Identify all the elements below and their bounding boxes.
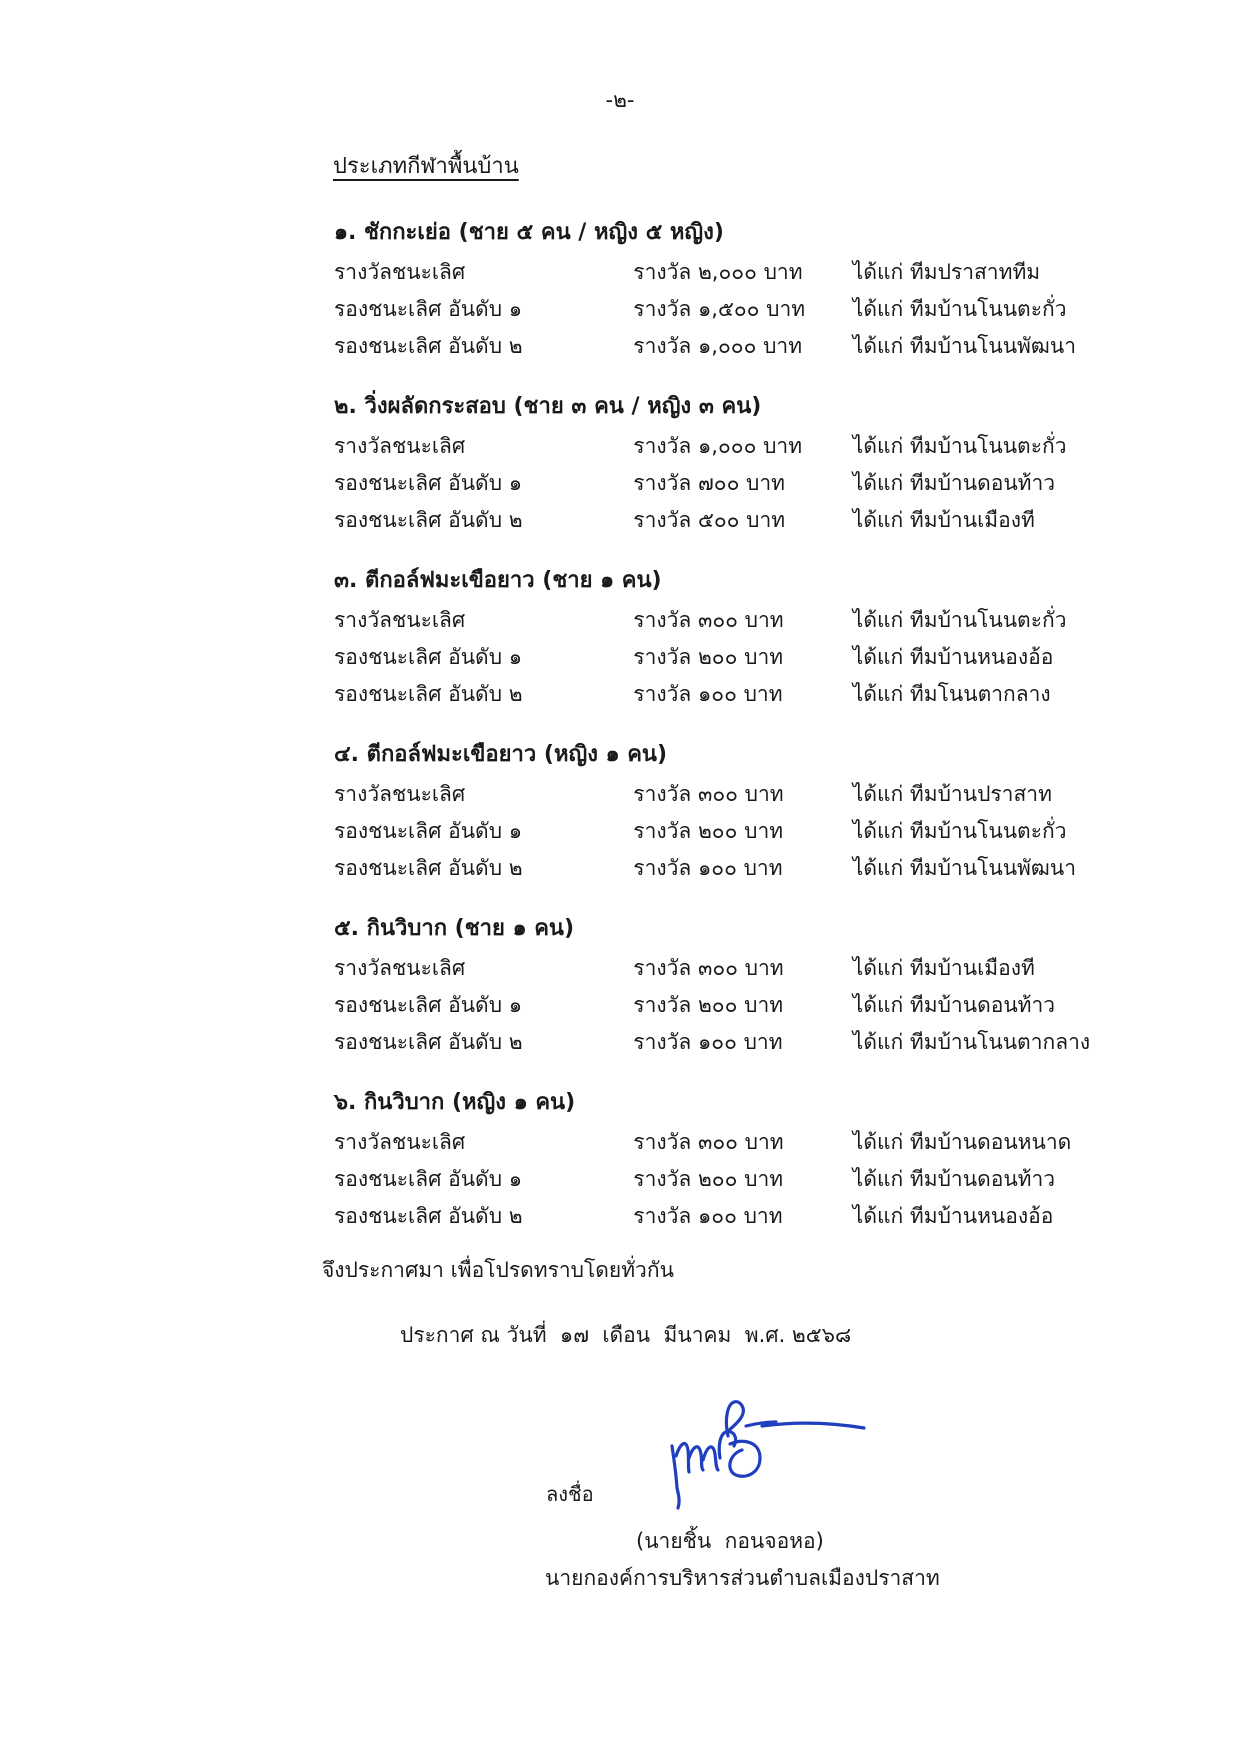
event-title: ๓. ตีกอล์ฟมะเขือยาว (ชาย ๑ คน)	[334, 568, 662, 593]
prize-row	[322, 813, 1182, 850]
event-block	[322, 560, 1182, 713]
prize-rank: รองชนะเลิศ อันดับ ๒	[334, 508, 523, 532]
event-block	[322, 386, 1182, 539]
prize-row	[322, 676, 1182, 713]
prize-amount: รางวัล ๒๐๐ บาท	[633, 645, 784, 669]
prize-rank: รองชนะเลิศ อันดับ ๒	[334, 856, 523, 880]
prize-row	[322, 291, 1182, 328]
prize-row	[322, 328, 1182, 365]
prize-winner: ได้แก่ ทีมบ้านหนองอ้อ	[852, 1204, 1054, 1228]
sign-label: ลงชื่อ	[546, 1482, 594, 1506]
prize-winner: ได้แก่ ทีมบ้านโนนพัฒนา	[852, 334, 1077, 358]
prize-row	[322, 465, 1182, 502]
closing-text: จึงประกาศมา เพื่อโปรดทราบโดยทั่วกัน	[322, 1258, 674, 1282]
prize-rank: รางวัลชนะเลิศ	[334, 782, 466, 806]
prize-rank: รองชนะเลิศ อันดับ ๒	[334, 682, 523, 706]
prize-amount: รางวัล ๒๐๐ บาท	[633, 993, 784, 1017]
prize-row	[322, 1161, 1182, 1198]
prize-amount: รางวัล ๑๐๐ บาท	[633, 856, 783, 880]
prize-winner: ได้แก่ ทีมบ้านดอนท้าว	[852, 1167, 1056, 1191]
prize-rank: รางวัลชนะเลิศ	[334, 608, 466, 632]
prize-winner: ได้แก่ ทีมบ้านโนนตากลาง	[852, 1030, 1091, 1054]
prize-winner: ได้แก่ ทีมบ้านโนนตะกั่ว	[852, 434, 1067, 458]
event-title: ๒. วิ่งผลัดกระสอบ (ชาย ๓ คน / หญิง ๓ คน)	[334, 394, 762, 419]
signer-name: (นายชิ้น กอนจอหอ)	[636, 1529, 824, 1553]
section-heading: ประเภทกีฬาพื้นบ้าน	[333, 154, 519, 179]
prize-amount: รางวัล ๑,๕๐๐ บาท	[633, 297, 806, 321]
event-block	[322, 1082, 1182, 1235]
prize-row	[322, 602, 1182, 639]
prize-amount: รางวัล ๑๐๐ บาท	[633, 1204, 783, 1228]
prize-rank: รางวัลชนะเลิศ	[334, 260, 466, 284]
prize-rank: รองชนะเลิศ อันดับ ๑	[334, 993, 523, 1017]
prize-row	[322, 1198, 1182, 1235]
prize-amount: รางวัล ๓๐๐ บาท	[633, 956, 784, 980]
prize-winner: ได้แก่ ทีมบ้านโนนตะกั่ว	[852, 819, 1067, 843]
prize-amount: รางวัล ๑,๐๐๐ บาท	[633, 434, 803, 458]
event-title: ๕. กินวิบาก (ชาย ๑ คน)	[334, 916, 575, 941]
prize-rank: รองชนะเลิศ อันดับ ๒	[334, 1030, 523, 1054]
prize-row	[322, 254, 1182, 291]
prize-winner: ได้แก่ ทีมโนนตากลาง	[852, 682, 1051, 706]
event-title: ๖. กินวิบาก (หญิง ๑ คน)	[334, 1090, 576, 1115]
prize-rank: รางวัลชนะเลิศ	[334, 956, 466, 980]
prize-rank: รางวัลชนะเลิศ	[334, 1130, 466, 1154]
prize-row	[322, 776, 1182, 813]
prize-row	[322, 428, 1182, 465]
prize-amount: รางวัล ๒๐๐ บาท	[633, 1167, 784, 1191]
prize-winner: ได้แก่ ทีมบ้านโนนตะกั่ว	[852, 297, 1067, 321]
prize-row	[322, 502, 1182, 539]
event-block	[322, 734, 1182, 887]
prize-rank: รองชนะเลิศ อันดับ ๑	[334, 297, 523, 321]
event-title: ๔. ตีกอล์ฟมะเขือยาว (หญิง ๑ คน)	[334, 742, 668, 767]
prize-amount: รางวัล ๓๐๐ บาท	[633, 782, 784, 806]
prize-rank: รองชนะเลิศ อันดับ ๑	[334, 1167, 523, 1191]
prize-amount: รางวัล ๒๐๐ บาท	[633, 819, 784, 843]
prize-amount: รางวัล ๒,๐๐๐ บาท	[633, 260, 803, 284]
event-block	[322, 212, 1182, 365]
prize-row	[322, 950, 1182, 987]
prize-amount: รางวัล ๓๐๐ บาท	[633, 1130, 784, 1154]
prize-rank: รองชนะเลิศ อันดับ ๒	[334, 1204, 523, 1228]
signer-position: นายกองค์การบริหารส่วนตำบลเมืองปราสาท	[545, 1566, 940, 1590]
page-number: -๒-	[605, 88, 635, 112]
event-block	[322, 908, 1182, 1061]
prize-amount: รางวัล ๑๐๐ บาท	[633, 1030, 783, 1054]
prize-amount: รางวัล ๓๐๐ บาท	[633, 608, 784, 632]
prize-winner: ได้แก่ ทีมบ้านเมืองที	[852, 956, 1035, 980]
prize-rank: รองชนะเลิศ อันดับ ๑	[334, 819, 523, 843]
prize-amount: รางวัล ๕๐๐ บาท	[633, 508, 786, 532]
prize-winner: ได้แก่ ทีมปราสาททีม	[852, 260, 1041, 284]
prize-amount: รางวัล ๑,๐๐๐ บาท	[633, 334, 803, 358]
prize-winner: ได้แก่ ทีมบ้านเมืองที	[852, 508, 1035, 532]
prize-winner: ได้แก่ ทีมบ้านดอนท้าว	[852, 471, 1056, 495]
prize-winner: ได้แก่ ทีมบ้านดอนท้าว	[852, 993, 1056, 1017]
prize-row	[322, 1024, 1182, 1061]
event-list	[322, 212, 1182, 1256]
prize-winner: ได้แก่ ทีมบ้านหนองอ้อ	[852, 645, 1054, 669]
prize-rank: รองชนะเลิศ อันดับ ๒	[334, 334, 523, 358]
prize-row	[322, 639, 1182, 676]
prize-amount: รางวัล ๗๐๐ บาท	[633, 471, 786, 495]
announcement-date: ประกาศ ณ วันที่ ๑๗ เดือน มีนาคม พ.ศ. ๒๕๖๘	[400, 1323, 852, 1347]
prize-winner: ได้แก่ ทีมบ้านโนนตะกั่ว	[852, 608, 1067, 632]
prize-rank: รองชนะเลิศ อันดับ ๑	[334, 645, 523, 669]
prize-amount: รางวัล ๑๐๐ บาท	[633, 682, 783, 706]
prize-row	[322, 987, 1182, 1024]
handwritten-signature	[668, 1398, 868, 1510]
prize-rank: รองชนะเลิศ อันดับ ๑	[334, 471, 523, 495]
prize-rank: รางวัลชนะเลิศ	[334, 434, 466, 458]
event-title: ๑. ชักกะเย่อ (ชาย ๕ คน / หญิง ๕ หญิง)	[334, 220, 724, 245]
prize-row	[322, 850, 1182, 887]
prize-winner: ได้แก่ ทีมบ้านปราสาท	[852, 782, 1052, 806]
prize-winner: ได้แก่ ทีมบ้านโนนพัฒนา	[852, 856, 1077, 880]
prize-row	[322, 1124, 1182, 1161]
prize-winner: ได้แก่ ทีมบ้านดอนหนาด	[852, 1130, 1072, 1154]
